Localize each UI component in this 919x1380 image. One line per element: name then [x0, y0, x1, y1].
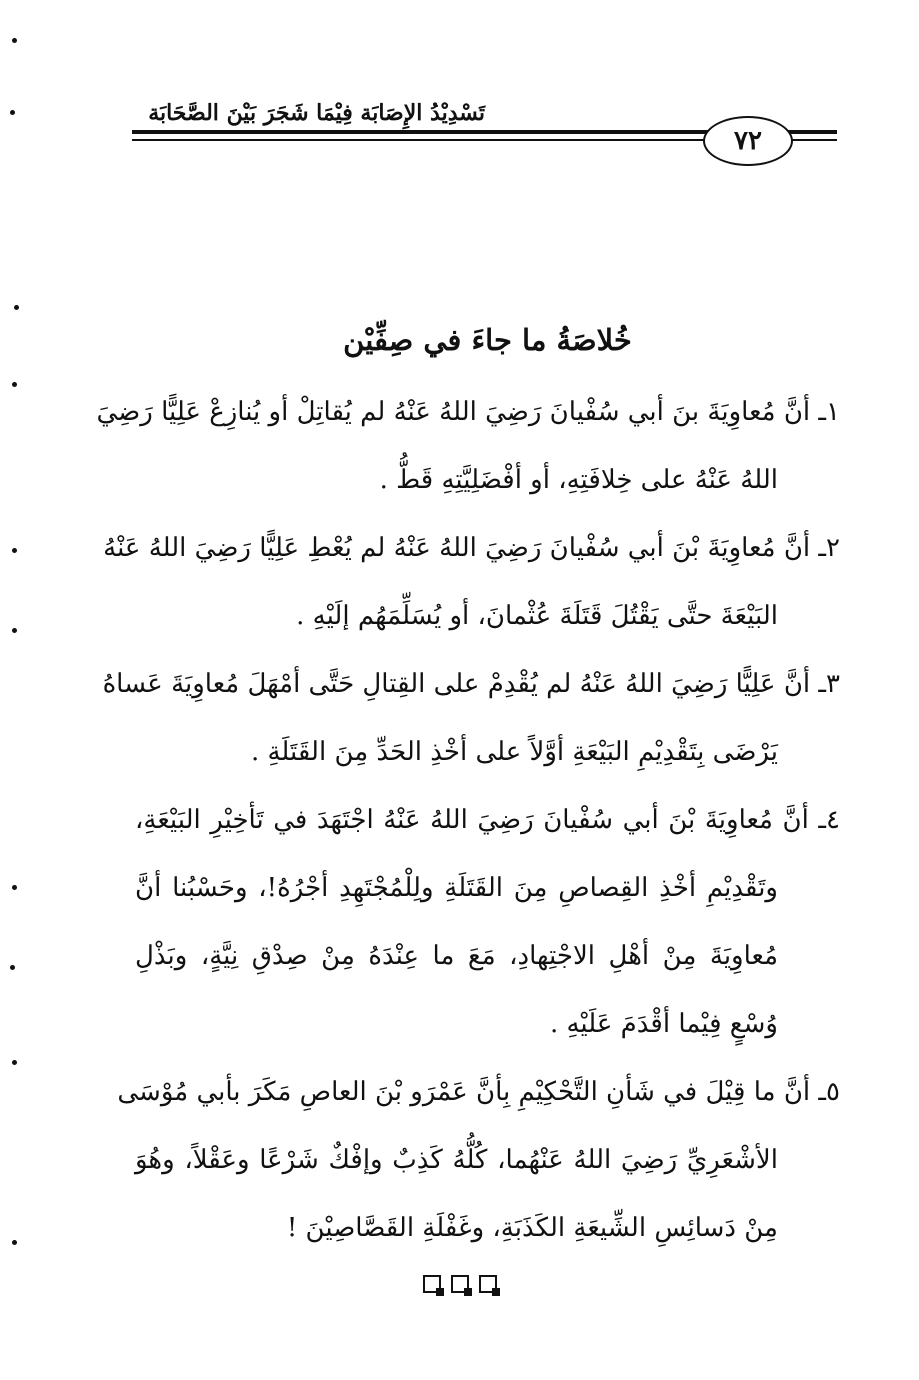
item-line: ٣ـ أنَّ عَلِيًّا رَضِيَ اللهُ عَنْهُ لم يُقْدِمْ على القِتالِ حَتَّى أمْهَلَ مُعاوِيَةَ عَساهُ [102, 669, 840, 699]
item-line: مِنْ دَسائِسِ الشِّيعَةِ الكَذَبَةِ، وغَفْلَةِ القَصَّاصِيْنَ ! [286, 1213, 778, 1243]
list-item [96, 378, 840, 514]
page-number: ٧٢ [703, 116, 793, 166]
margin-dot [10, 965, 15, 970]
margin-dot [12, 38, 17, 43]
item-line: وتَقْدِيْمِ أخْذِ القِصاصِ مِنَ القَتَلَةِ ولِلْمُجْتَهِدِ أجْرُهُ!، وحَسْبُنا أنَّ [135, 873, 778, 903]
margin-dot [10, 110, 15, 115]
item-line: يَرْضَى بِتَقْدِيْمِ البَيْعَةِ أوَّلاً على أخْذِ الحَدِّ مِنَ القَتَلَةِ . [250, 737, 778, 767]
list-item [135, 786, 840, 1058]
section-end-ornament-icon [0, 1275, 919, 1293]
running-header-title: تَسْدِيْدُ الإِصَابَة فِيْمَا شَجَرَ بَيْنَ الصَّحَابَة [148, 100, 485, 126]
margin-dot [12, 1240, 17, 1245]
main-content [96, 310, 840, 1262]
section-heading: خُلاصَةُ ما جاءَ في صِفِّيْن [343, 323, 632, 357]
square-icon [479, 1275, 497, 1293]
margin-dot [12, 885, 17, 890]
item-line: ٢ـ أنَّ مُعاوِيَةَ بْنَ أبي سُفْيانَ رَضِيَ اللهُ عَنْهُ لم يُعْطِ عَلِيًّا رَضِيَ اللهُ عَنْهُ [103, 533, 840, 563]
margin-dot [12, 382, 17, 387]
square-icon [423, 1275, 441, 1293]
item-line: ٤ـ أنَّ مُعاوِيَةَ بْنَ أبي سُفْيانَ رَضِيَ اللهُ عَنْهُ اجْتَهَدَ في تَأخِيْرِ البَيْعَةِ، [135, 805, 840, 835]
square-icon [451, 1275, 469, 1293]
item-line: ١ـ أنَّ مُعاوِيَةَ بنَ أبي سُفْيانَ رَضِيَ اللهُ عَنْهُ لم يُقاتِلْ أو يُنازِعْ عَلِيًّا رَضِيَ [96, 397, 840, 427]
item-line: البَيْعَةَ حتَّى يَقْتُلَ قَتَلَةَ عُثْمانَ، أو يُسَلِّمَهُم إلَيْهِ . [296, 601, 778, 631]
item-line: وُسْعٍ فِيْما أقْدَمَ عَلَيْهِ . [549, 1009, 778, 1039]
item-line: اللهُ عَنْهُ على خِلافَتِهِ، أو أفْضَلِيَّتِهِ قَطُّ . [379, 465, 778, 495]
item-line: مُعاوِيَةَ مِنْ أهْلِ الاجْتِهادِ، مَعَ ما عِنْدَهُ مِنْ صِدْقِ نِيَّةٍ، وبَذْلِ [135, 941, 778, 971]
list-item [117, 1058, 840, 1262]
item-line: الأشْعَرِيِّ رَضِيَ اللهُ عَنْهُما، كُلُّهُ كَذِبٌ وإفْكٌ شَرْعًا وعَقْلاً، وهُوَ [135, 1145, 778, 1175]
margin-dot [12, 628, 17, 633]
list-item [102, 650, 840, 786]
item-line: ٥ـ أنَّ ما قِيْلَ في شَأنِ التَّحْكِيْمِ بِأنَّ عَمْرَو بْنَ العاصِ مَكَرَ بأبي مُوْسَى [117, 1077, 840, 1107]
list-item [103, 514, 840, 650]
margin-dot [12, 1060, 17, 1065]
margin-dot [14, 305, 19, 310]
margin-dot [12, 548, 17, 553]
